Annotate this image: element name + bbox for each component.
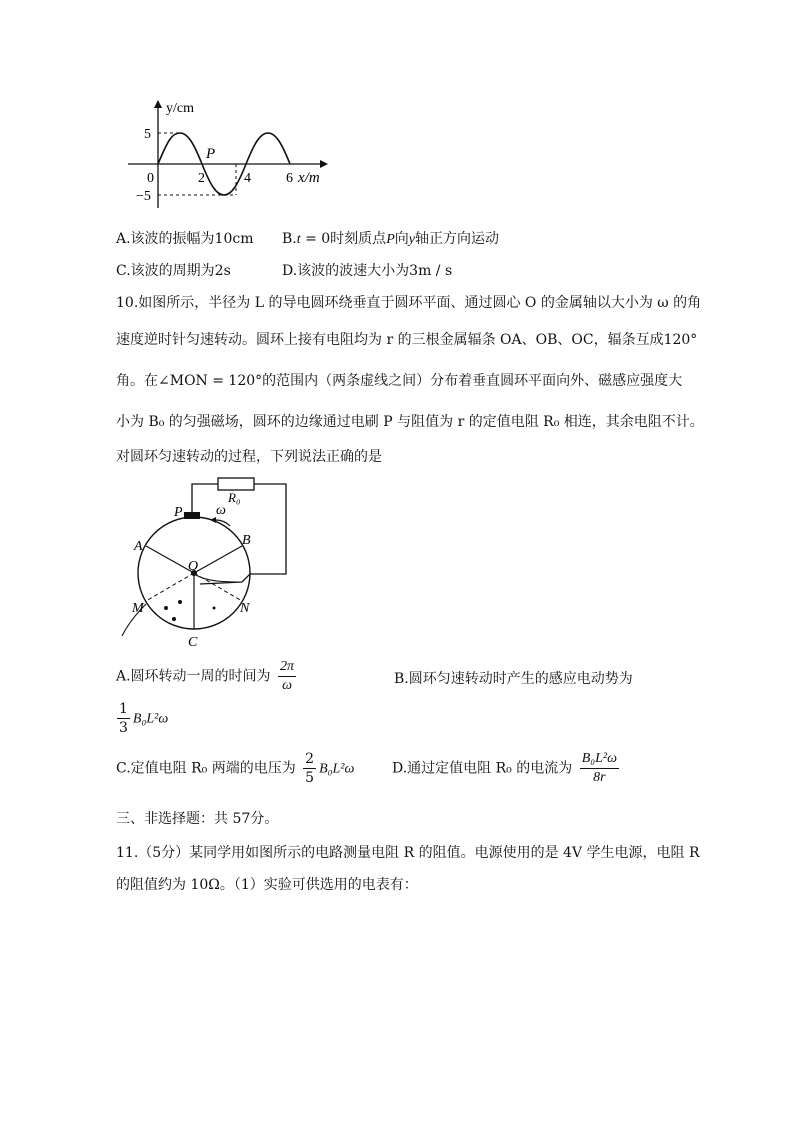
field-dot [213, 607, 216, 610]
q10-option-b-value [114, 700, 168, 737]
q10-c-expr: B₀L²ω [319, 761, 355, 777]
q9-b-point: P [386, 232, 395, 247]
q10-c-num: 2 [305, 751, 315, 767]
q10-line-2: 速度逆时针匀速转动。圆环上接有电阻均为 r 的三根金属辐条 OA、OB、OC，辐条互成120° [116, 332, 698, 348]
q9-option-b [282, 228, 499, 248]
q9-option-d: D.该波的波速大小为3m / s [282, 263, 453, 279]
x-axis-label: x/m [298, 170, 320, 186]
ring-circuit-figure [118, 474, 298, 650]
q10-option-c [116, 750, 354, 787]
q10-c-fraction [303, 750, 316, 787]
x-tick-4: 4 [244, 171, 251, 186]
q10-a-fraction [278, 658, 296, 695]
label-m: M [132, 601, 144, 616]
wave-graph [120, 96, 350, 216]
label-c: C [188, 635, 198, 650]
q10-line-1: 10.如图所示，半径为 L 的导电圆环绕垂直于圆环平面、通过圆心 O 的金属轴以大小为 ω 的角 [116, 295, 702, 311]
spoke-oa [146, 546, 194, 573]
wire-axle [196, 575, 242, 582]
field-dot [178, 600, 182, 604]
x-axis-arrow [320, 160, 328, 168]
q11-line-2: 的阻值约为 10Ω。（1）实验可供选用的电表有： [116, 877, 418, 893]
resistor-r0 [218, 478, 254, 490]
q10-b-expr: B₀L²ω [132, 711, 169, 727]
spoke-ob [194, 546, 242, 573]
q10-d-num: B₀L²ω [580, 750, 619, 769]
x-tick-6: 6 [286, 171, 293, 186]
q9-b-mid2: 向 [394, 231, 409, 247]
label-r0: R₀ [228, 490, 241, 505]
label-p: P [174, 505, 183, 520]
q11-line-1: 11.（5分）某同学用如图所示的电路测量电阻 R 的阻值。电源使用的是 4V 学生电源，电阻 R [116, 845, 700, 861]
label-o: O [188, 559, 199, 574]
q10-line-5: 对圆环匀速转动的过程，下列说法正确的是 [116, 449, 382, 465]
q10-b-fraction [117, 700, 130, 737]
q10-d-fraction [580, 750, 619, 787]
y-tick-neg5: −5 [136, 189, 151, 204]
label-b: B [242, 533, 251, 548]
x-tick-2: 2 [198, 171, 205, 186]
x-tick-0: 0 [147, 171, 154, 186]
q10-d-den: 8r [593, 770, 606, 785]
q10-line-3: 角。在∠MON = 120°的范围内（两条虚线之间）分布着垂直圆环平面向外、磁感应强度大 [116, 373, 683, 389]
q10-a-text: A.圆环转动一周的时间为 [116, 668, 271, 685]
q9-b-suffix: 轴正方向运动 [414, 231, 499, 247]
label-omega: ω [216, 503, 226, 518]
q10-b-den: 3 [119, 720, 128, 736]
field-dot [164, 606, 168, 610]
q10-option-b: B.圆环匀速转动时产生的感应电动势为 [394, 671, 633, 687]
label-n: N [240, 601, 250, 616]
q10-c-den: 5 [305, 770, 315, 786]
q9-b-var: t [296, 232, 301, 247]
y-axis-arrow [154, 100, 162, 108]
y-tick-5: 5 [144, 127, 151, 142]
point-p-label: P [206, 146, 216, 162]
section-three-heading: 三、非选择题：共 57分。 [116, 811, 279, 827]
field-dot [172, 617, 176, 621]
label-a: A [134, 539, 143, 554]
q10-option-a [116, 658, 299, 695]
q10-d-text: D.通过定值电阻 R₀ 的电流为 [392, 760, 573, 777]
q10-line-4: 小为 B₀ 的匀强磁场，圆环的边缘通过电刷 P 与阻值为 r 的定值电阻 R₀ 相连，其余电阻不计。 [116, 414, 704, 430]
q10-c-text: C.定值电阻 R₀ 两端的电压为 [116, 760, 296, 777]
boundary-om [146, 573, 194, 601]
q10-a-num: 2π [278, 658, 296, 677]
q9-b-axis: y [408, 232, 415, 247]
q9-option-a: A.该波的振幅为10cm [116, 231, 254, 247]
q9-option-c: C.该波的周期为2s [116, 263, 231, 279]
q10-option-d [392, 750, 622, 787]
q9-b-mid: = 0时刻质点 [300, 231, 387, 247]
q9-b-prefix: B. [282, 231, 297, 247]
q10-a-den: ω [282, 678, 292, 693]
y-axis-label: y/cm [166, 101, 194, 116]
q10-b-num: 1 [119, 701, 128, 717]
